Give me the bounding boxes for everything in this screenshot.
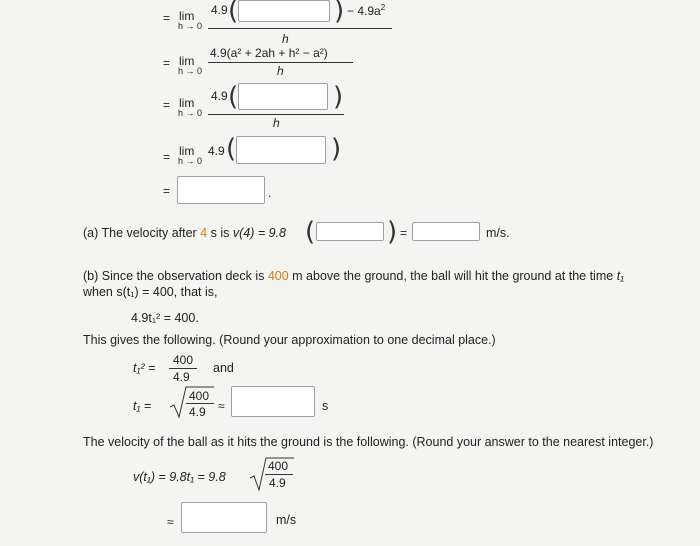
- part-b-line2: when s(t₁) = 400, that is,: [83, 285, 218, 299]
- rounding-instruction: This gives the following. (Round your approximation to one decimal place.): [83, 333, 496, 347]
- v-t1-expression: v(t₁) = 9.8t₁ = 9.8: [133, 470, 226, 484]
- paren-close: ): [333, 82, 344, 112]
- minus-term: − $4.9a^2$: [347, 3, 386, 18]
- ms-unit-a: m/s.: [486, 226, 510, 240]
- equation-4-9t: 4.9t₁² = 400.: [131, 311, 199, 325]
- seconds-unit: s: [322, 399, 329, 413]
- equals-sign: =: [163, 98, 171, 112]
- period: .: [268, 186, 272, 200]
- lim-subscript: h → 0: [178, 66, 203, 76]
- sqrt-fraction-bar-v: [265, 474, 293, 475]
- lim-subscript: h → 0: [178, 108, 203, 118]
- paren-close: ): [387, 217, 398, 247]
- frac-numerator: 400: [173, 353, 194, 367]
- paren-close: ): [334, 0, 345, 26]
- sqrt-fraction-bar: [186, 403, 214, 404]
- lim-subscript: h → 0: [178, 21, 203, 31]
- lim-subscript: h → 0: [178, 156, 203, 166]
- part-a-text: (a) The velocity after 4 s is v(4) = 9.8: [83, 226, 287, 240]
- fraction-bar-3: [208, 114, 344, 115]
- velocity-instruction: The velocity of the ball as it hits the ground is the following. (Round your answer to the nearest integer.): [83, 435, 654, 449]
- part-b-line1: (b) Since the observation deck is 400 m above the ground, the ball will hit the ground at the time t₁: [83, 269, 625, 283]
- velocity-result-input[interactable]: [412, 222, 480, 241]
- paren-open: (: [228, 0, 239, 26]
- answer-input-4[interactable]: [177, 176, 265, 204]
- paren-open: (: [228, 82, 239, 112]
- answer-input-1[interactable]: [238, 0, 330, 22]
- ms-unit-b: m/s: [276, 513, 297, 527]
- t1-label: t₁ =: [133, 399, 152, 413]
- lim-label: lim: [179, 96, 195, 110]
- denominator-h-3: h: [273, 116, 280, 130]
- equals-sign: =: [163, 150, 171, 164]
- equals-sign: =: [163, 56, 171, 70]
- denominator-h-1: h: [282, 32, 289, 46]
- velocity-answer-input[interactable]: [181, 502, 267, 533]
- lim-label: lim: [179, 144, 195, 158]
- denominator-h-2: h: [277, 64, 284, 78]
- sqrt-numerator: 400: [189, 389, 210, 403]
- fraction-bar-2: [208, 62, 353, 63]
- sqrt-denominator-v: 4.9: [269, 476, 286, 490]
- expanded-numerator: 4.9(a² + 2ah + h² − a²): [210, 46, 328, 60]
- paren-open: (: [226, 134, 237, 164]
- paren-close: ): [331, 134, 342, 164]
- sqrt-numerator-v: 400: [268, 459, 289, 473]
- coefficient: 4.9: [211, 3, 228, 17]
- approx-sign: ≈: [218, 399, 225, 413]
- answer-input-2[interactable]: [238, 83, 328, 110]
- equals-sign: =: [400, 226, 408, 240]
- answer-input-3[interactable]: [236, 136, 326, 164]
- equals-sign: =: [163, 184, 171, 198]
- paren-open: (: [305, 217, 316, 247]
- t1-squared-label: t₁² =: [133, 361, 156, 375]
- and-word: and: [213, 361, 234, 375]
- lim-label: lim: [179, 9, 195, 23]
- fraction-bar-t1: [169, 368, 197, 369]
- frac-denominator: 4.9: [173, 370, 190, 384]
- equals-sign: =: [163, 11, 171, 25]
- velocity-input-a[interactable]: [316, 222, 384, 241]
- coefficient: 4.9: [211, 89, 228, 103]
- lim-label: lim: [179, 54, 195, 68]
- t1-answer-input[interactable]: [231, 386, 315, 417]
- sqrt-denominator: 4.9: [189, 405, 206, 419]
- fraction-bar-1: [208, 28, 392, 29]
- coefficient: 4.9: [208, 144, 225, 158]
- approx-sign: ≈: [167, 515, 174, 529]
